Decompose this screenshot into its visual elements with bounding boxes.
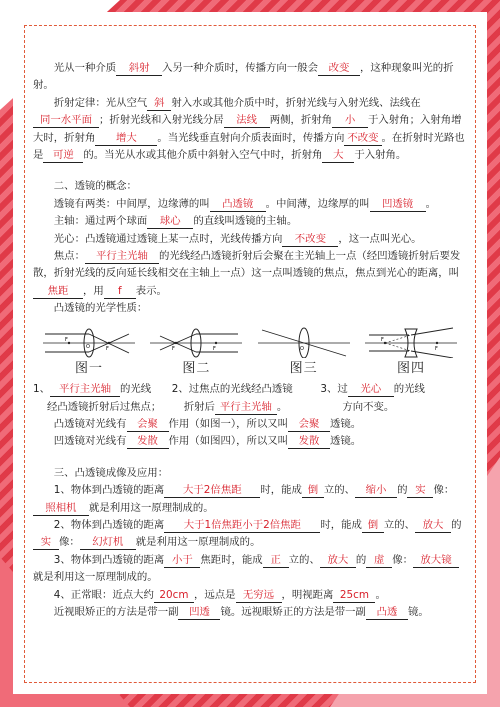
- text: 就是利用这一原理制成的。: [33, 571, 158, 584]
- eye-correction-line: [33, 604, 469, 621]
- spacer: [33, 451, 469, 465]
- answer-blank: 小于: [164, 554, 200, 568]
- answer-blank: 放大镜: [413, 554, 459, 568]
- text: 1、物体到凸透镜的距离: [53, 484, 165, 497]
- text: 2、物体到凸透镜的距离: [53, 518, 165, 531]
- svg-text:F: F: [380, 336, 384, 343]
- text: 焦距时，能成: [200, 553, 263, 566]
- concave-lens-diverging-rays-icon: [365, 326, 457, 358]
- text: 折射后: [183, 400, 215, 413]
- text: 作用（如图四），所以又叫: [168, 435, 289, 448]
- answer-blank: 不改变: [344, 132, 381, 146]
- section-heading-lens-concept: 二、透镜的概念：: [53, 180, 137, 193]
- text: 凹透镜对光线有: [53, 435, 127, 448]
- text: 的: [355, 553, 367, 566]
- principal-axis-line: [33, 213, 469, 230]
- text: ，用: [83, 284, 104, 297]
- text: 。中间薄，边缘厚的叫: [265, 197, 370, 210]
- text: 3、物体到凸透镜的距离: [53, 553, 165, 566]
- text: ，这种现象叫光的折射。: [33, 62, 454, 92]
- answer-blank: 可逆: [43, 149, 83, 163]
- property-2: [172, 381, 321, 416]
- text: 的光线: [393, 383, 425, 396]
- answer-blank: 幻灯机: [80, 536, 136, 550]
- answer-blank: 同一水平面: [33, 114, 99, 128]
- svg-text:F: F: [106, 345, 109, 352]
- diagram-4: [361, 326, 461, 377]
- text: 2、过焦点的光线经凸透镜: [171, 383, 293, 396]
- text: 的: [451, 518, 462, 531]
- text: 近视眼矫正的方法是带一副: [53, 605, 179, 618]
- answer-blank: 增大: [95, 132, 157, 146]
- answer-blank: 实: [407, 484, 433, 498]
- text: ；折射光线和入射光线分居: [99, 114, 224, 127]
- text: 3、过: [320, 383, 348, 396]
- text: 1、: [33, 383, 51, 396]
- worksheet-card: [13, 12, 487, 694]
- answer-blank: 球心: [147, 215, 193, 229]
- diagram-caption: 图四: [396, 360, 425, 376]
- answer-blank: 平行主光轴: [85, 250, 159, 264]
- answer-blank: 平行主光轴: [215, 401, 277, 415]
- answer-blank: 无穷远: [236, 589, 282, 603]
- lens-diagrams: [39, 326, 461, 377]
- text: 的光线: [120, 383, 152, 396]
- answer-blank: 放大: [320, 554, 356, 568]
- answer-blank: 凹透: [178, 606, 220, 620]
- svg-text:F: F: [65, 336, 68, 343]
- text: 光心：凸透镜通过透镜上某一点时，光线传播方向: [53, 232, 283, 245]
- answer-blank: 大: [322, 149, 354, 163]
- text: 射入水或其他介质中时，折射光线与入射光线、法线在: [171, 96, 421, 109]
- answer-blank: 平行主光轴: [50, 383, 120, 397]
- text: 主轴：通过两个球面: [53, 215, 148, 228]
- answer-blank: 发散: [288, 435, 330, 449]
- text: 立的、: [323, 484, 356, 497]
- text: 作用（如图一），所以又叫: [168, 417, 289, 430]
- diagram-1: [39, 326, 139, 377]
- text: 时，能成: [260, 484, 302, 497]
- optical-center-line: [33, 231, 469, 248]
- refraction-definition: [33, 60, 469, 95]
- text: 就是利用这一原理制成的。: [135, 536, 261, 549]
- property-3: [320, 381, 469, 416]
- text: 。: [425, 197, 436, 210]
- answer-blank: 缩小: [355, 484, 397, 498]
- text: 的直线叫透镜的主轴。: [193, 215, 298, 228]
- imaging-rule-1: [33, 482, 469, 517]
- text: ，远点是: [193, 588, 236, 601]
- answer-blank: 法线: [224, 114, 270, 128]
- answer-blank: 正: [263, 554, 289, 568]
- diagram-caption: 图二: [182, 360, 211, 376]
- text: 时，能成: [320, 518, 362, 531]
- answer-blank: 会聚: [288, 418, 330, 432]
- answer-blank: f: [104, 285, 136, 299]
- answer-blank: 实: [33, 536, 59, 550]
- text: 的。当光从水或其他介质中斜射入空气中时，折射角: [83, 149, 323, 162]
- answer-blank: 25cm: [333, 589, 375, 603]
- answer-blank: 改变: [318, 62, 360, 76]
- text: 4、正常眼：近点大约: [53, 588, 154, 601]
- text: 表示。: [135, 284, 167, 297]
- answer-blank: 照相机: [33, 502, 89, 516]
- text: 折射定律：光从空气: [53, 96, 148, 109]
- svg-text:O: O: [86, 343, 90, 350]
- text: 立的、: [383, 518, 416, 531]
- answer-blank: 大于2倍焦距: [164, 484, 260, 498]
- focal-point-line: [33, 248, 469, 300]
- text: 像：: [59, 536, 80, 549]
- text: 的: [397, 484, 408, 497]
- diagram-caption: 图一: [74, 360, 103, 376]
- answer-blank: 小: [332, 114, 368, 128]
- answer-blank: 倒: [302, 484, 324, 498]
- answer-blank: 20cm: [154, 589, 194, 603]
- answer-blank: 斜: [147, 97, 171, 111]
- text: 立的、: [288, 553, 320, 566]
- text: ，这一点叫光心。: [338, 232, 422, 245]
- text: 。: [276, 400, 288, 413]
- answer-blank: 放大: [415, 519, 451, 533]
- diagram-caption: 图三: [289, 360, 318, 376]
- text: 镜。: [407, 605, 429, 618]
- answer-blank: 会聚: [127, 418, 169, 432]
- diagram-3: [254, 326, 354, 377]
- lens-properties-row: [33, 381, 469, 416]
- svg-text:F: F: [434, 345, 438, 352]
- answer-blank: 光心: [348, 383, 394, 397]
- text: 两侧，折射角: [269, 114, 333, 127]
- answer-blank: 凹透镜: [370, 198, 426, 212]
- answer-blank: 不改变: [282, 233, 338, 247]
- text: 透镜。: [330, 417, 362, 430]
- svg-text:F: F: [213, 345, 217, 352]
- text: 。: [375, 588, 386, 601]
- text: 透镜。: [330, 435, 362, 448]
- answer-blank: 倒: [362, 519, 384, 533]
- section-heading-imaging: 三、凸透镜成像及应用：: [53, 466, 169, 479]
- optical-properties-heading: 凸透镜的光学性质：: [53, 302, 148, 315]
- convex-lens-parallel-rays-icon: [43, 326, 135, 358]
- text: 像：: [433, 484, 455, 497]
- text: 于入射角；入射角增大时，折射角: [33, 114, 462, 144]
- property-1: [33, 381, 172, 416]
- diagram-2: [146, 326, 246, 377]
- text: 的光线经凸透镜折射后会聚在主光轴上一点（经凹透镜折射后要发散，折射光线的反向延长线相交在主轴上一点）这一点叫透镜的焦点，焦点到光心的距离，叫: [33, 250, 461, 280]
- text: 凸透镜对光线有: [53, 417, 127, 430]
- text: 方向不变。: [342, 400, 395, 413]
- answer-blank: 斜射: [116, 62, 162, 76]
- text: 入另一种介质时，传播方向一般会: [162, 62, 318, 74]
- svg-text:O: O: [299, 345, 304, 352]
- text: 。当光线垂直射向介质表面时，传播方向: [157, 131, 345, 144]
- text: 透镜有两类：中间厚，边缘薄的叫: [53, 197, 210, 210]
- text: 就是利用这一原理制成的。: [89, 501, 214, 514]
- answer-blank: 焦距: [33, 285, 83, 299]
- convex-converging-line: [33, 416, 469, 433]
- convex-lens-focus-rays-icon: [150, 326, 242, 358]
- concave-diverging-line: [33, 433, 469, 450]
- text: ，明视距离: [281, 588, 334, 601]
- normal-eye-line: [33, 587, 469, 604]
- text: 焦点：: [53, 250, 85, 263]
- text: 于入射角。: [354, 149, 407, 162]
- text: 光从一种介质: [53, 62, 117, 74]
- text: 镜。远视眼矫正的方法是带一副: [220, 605, 366, 618]
- text: 像：: [392, 553, 414, 566]
- refraction-law: [33, 95, 469, 165]
- imaging-rule-3: [33, 552, 469, 587]
- answer-blank: 虚: [366, 554, 392, 568]
- lens-types-line: [33, 196, 469, 213]
- worksheet-content: [33, 60, 469, 621]
- spacer: [33, 164, 469, 178]
- answer-blank: 大于1倍焦距小于2倍焦距: [164, 519, 320, 533]
- text: 。在折射时光路也是: [33, 131, 465, 162]
- imaging-rule-2: [33, 517, 469, 552]
- convex-lens-center-ray-icon: [258, 326, 350, 358]
- svg-text:F: F: [172, 345, 176, 352]
- answer-blank: 发散: [127, 435, 169, 449]
- answer-blank: 凸透镜: [210, 198, 266, 212]
- answer-blank: 凸透: [366, 606, 408, 620]
- text: 经凸透镜折射后过焦点；: [47, 400, 162, 413]
